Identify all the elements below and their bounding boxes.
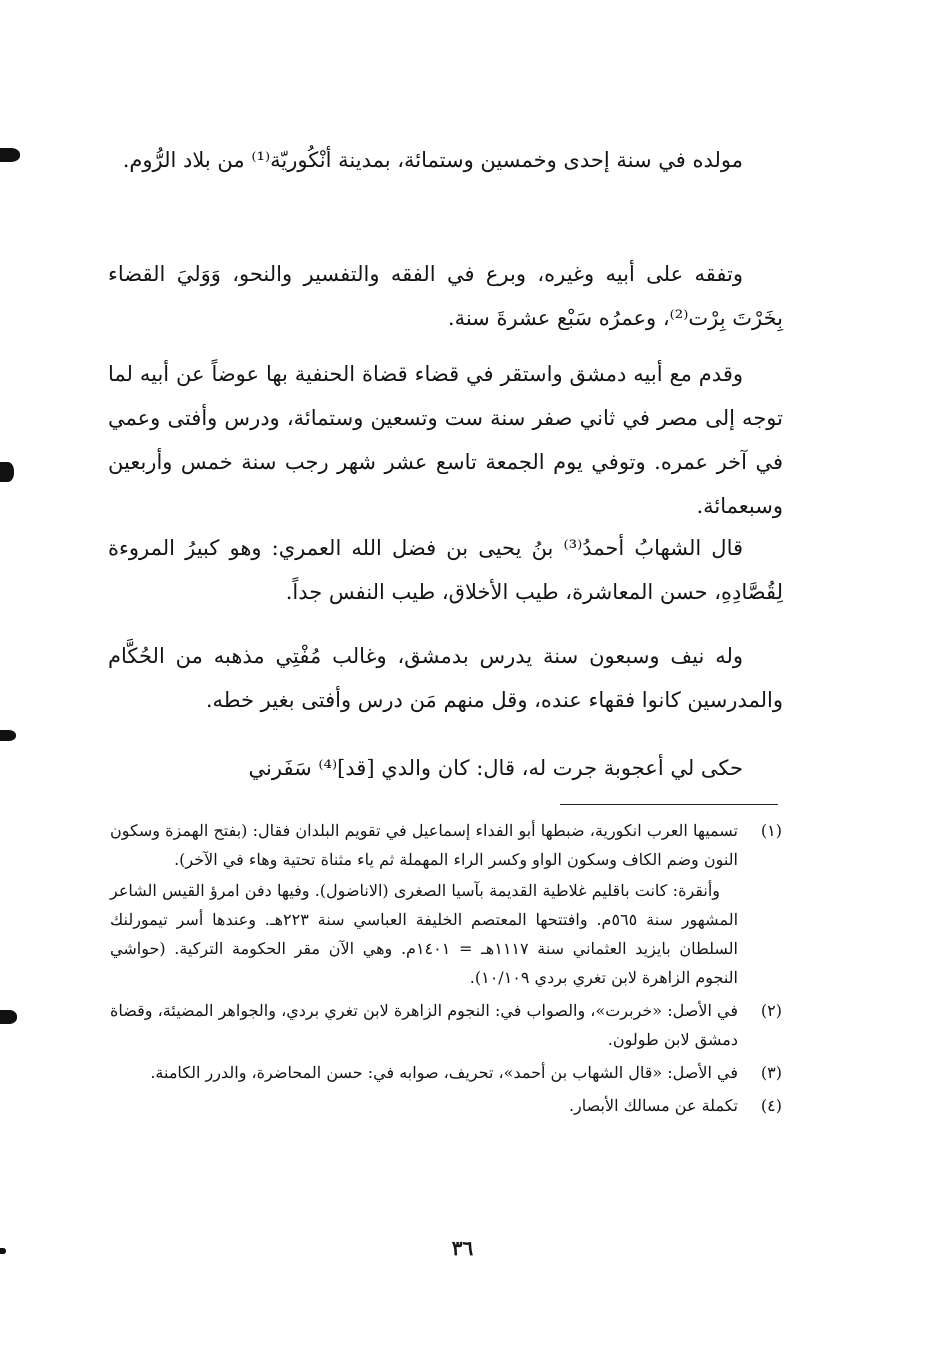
footnote-2: [110, 996, 782, 1054]
body-paragraph-teaching: وله نيف وسبعون سنة يدرس بدمشق، وغالب مُفْتِي مذهبه من الحُكَّام والمدرسين كانوا فقهاء عنده، وقل منهم مَن درس وأفتى بغير خطه.: [108, 644, 783, 712]
footnote-continuation: وأنقرة: كانت باقليم غلاطية القديمة بآسيا الصغرى (الاناضول). وفيها دفن امرؤ القيس الشاعر المشهور سنة ٥٦٥م. وافتتحها المعتصم الخليفة العباسي سنة ٢٢٣هـ. وعندها أسر تيمورلنك السلطان بايزيد العثماني سنة ١١١٧هـ = ١٤٠١م. وهي الآن مقر الحكومة التركية. (حواشي النجوم الزاهرة لابن تغري بردي ١٠/١٠٩).: [110, 881, 739, 987]
footnote-number: (٢): [760, 1001, 782, 1020]
footnote-separator: [560, 804, 778, 805]
footnote-text: في الأصل: «قال الشهاب بن أحمد»، تحريف، صوابه في: حسن المحاضرة، والدرر الكامنة.: [150, 1063, 738, 1082]
body-paragraph-damascus: وقدم مع أبيه دمشق واستقر في قضاء قضاة الحنفية بها عوضاً عن أبيه لما توجه إلى مصر في ثاني صفر سنة ست وتسعين وستمائة، ودرس وأفتى وعمي في آخر عمره. وتوفي يوم الجمعة تاسع عشر شهر رجب سنة خمس وأربعين وسبعمائة.: [108, 362, 783, 518]
footnote-1: [110, 816, 782, 992]
body-paragraph-birth: مولده في سنة إحدى وخمسين وستمائة، بمدينة أنْكُوريّة⁽¹⁾ من بلاد الرُّوم.: [122, 148, 743, 172]
footnote-text: تكملة عن مسالك الأبصار.: [568, 1096, 738, 1115]
footnote-4: [110, 1091, 782, 1120]
scan-edge-mark: [0, 462, 14, 482]
footnote-text: تسميها العرب انكورية، ضبطها أبو الفداء إسماعيل في تقويم البلدان فقال: (بفتح الهمزة وسكون النون وضم الكاف وسكون الواو وكسر الراء المهملة ثم ياء مثناة تحتية وهاء في الآخر). وأنقرة: كانت باقليم غلاطية القديمة بآسيا الصغرى (الاناضول). وفيها دفن امرؤ القيس الشاعر المشهور سنة ٥٦٥م. وافتتحها المعتصم الخليفة العباسي سنة ٢٢٣هـ. وعندها أسر تيمورلنك السلطان بايزيد العثماني سنة ١١١٧هـ = ١٤٠١م. وهي الآن مقر الحكومة التركية. (حواشي النجوم الزاهرة لابن تغري بردي ١٠/١٠٩).: [110, 816, 738, 992]
body-paragraph-education: وتفقه على أبيه وغيره، وبرع في الفقه والتفسير والنحو، وَوَليَ القضاء بِخَرْتَ بِرْت⁽²⁾، وعمرُه سَبْع عشرةَ سنة.: [108, 262, 783, 330]
footnote-3: [110, 1058, 782, 1087]
scan-edge-mark: [0, 1010, 17, 1024]
scan-edge-mark: [0, 148, 20, 162]
body-paragraph-anecdote: حكى لي أعجوبة جرت له، قال: كان والدي [قد]⁽⁴⁾ سَفَرني: [248, 756, 743, 780]
body-paragraph-quote: قال الشهابُ أحمدُ⁽³⁾ بنُ يحيى بن فضل الله العمري: وهو كبيرُ المروءة لِقُصَّادِهِ، حسن المعاشرة، طيب الأخلاق، طيب النفس جداً.: [108, 536, 783, 604]
page-number: ٣٦: [451, 1236, 474, 1260]
footnote-number: (٤): [760, 1096, 782, 1115]
scan-edge-mark: [0, 730, 16, 741]
scan-edge-mark: [0, 1248, 6, 1254]
footnotes: [110, 816, 782, 1124]
footnote-number: (٣): [760, 1063, 782, 1082]
footnote-number: (١): [760, 821, 782, 840]
footnote-text: في الأصل: «خربرت»، والصواب في: النجوم الزاهرة لابن تغري بردي، والجواهر المضيئة، وقضاة دمشق لابن طولون.: [110, 1001, 738, 1049]
